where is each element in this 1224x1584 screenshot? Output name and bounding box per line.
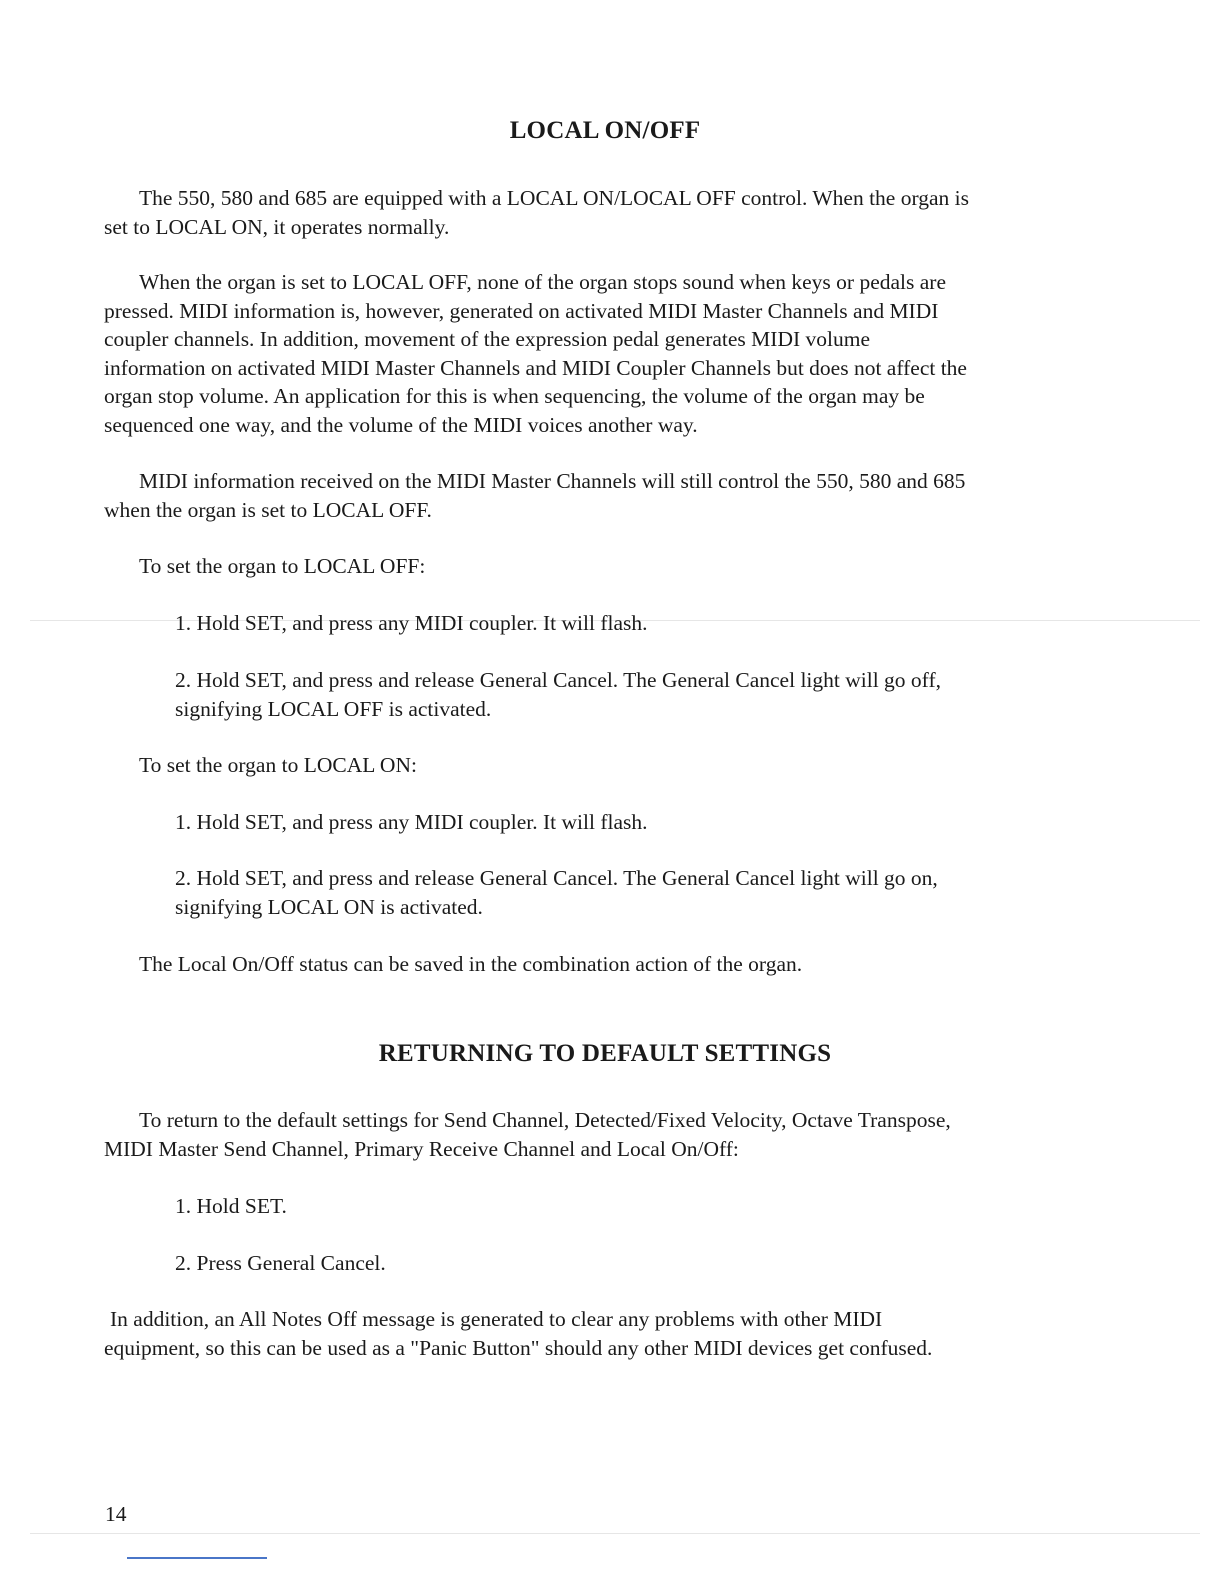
text-line: equipment, so this can be used as a "Panic Button" should any other MIDI devices get confused. xyxy=(104,1335,933,1360)
text-line: when the organ is set to LOCAL OFF. xyxy=(104,497,432,522)
defaults-step-2: 2. Press General Cancel. xyxy=(175,1251,386,1275)
defaults-step-1: 1. Hold SET. xyxy=(175,1194,287,1218)
set-local-on-step-1: 1. Hold SET, and press any MIDI coupler. It will flash. xyxy=(175,810,648,834)
scan-artifact-line xyxy=(30,1533,1200,1534)
text-line: coupler channels. In addition, movement of the expression pedal generates MIDI volume xyxy=(104,327,871,351)
text-line: The 550, 580 and 685 are equipped with a LOCAL ON/LOCAL OFF control. When the organ is xyxy=(139,186,969,210)
set-local-on-label: To set the organ to LOCAL ON: xyxy=(139,753,417,777)
midi-received-paragraph xyxy=(104,467,965,524)
set-local-off-step-1: 1. Hold SET, and press any MIDI coupler. It will flash. xyxy=(175,611,648,635)
text-line: sequenced one way, and the volume of the MIDI voices another way. xyxy=(104,412,698,437)
text-line: organ stop volume. An application for this is when sequencing, the volume of the organ may be xyxy=(104,384,925,408)
all-notes-off-paragraph xyxy=(104,1305,932,1362)
text-line: pressed. MIDI information is, however, generated on activated MIDI Master Channels and MIDI xyxy=(104,298,939,323)
defaults-intro-paragraph xyxy=(104,1106,951,1163)
bottom-edge-bar xyxy=(127,1557,267,1559)
text-line: MIDI information received on the MIDI Master Channels will still control the 550, 580 and 685 xyxy=(139,469,966,493)
text-line: signifying LOCAL OFF is activated. xyxy=(175,696,492,721)
page-number: 14 xyxy=(105,1502,127,1526)
set-local-on-step-2 xyxy=(175,864,938,921)
text-line: In addition, an All Notes Off message is generated to clear any problems with other MIDI xyxy=(110,1307,883,1331)
local-intro-paragraph xyxy=(104,184,969,241)
local-status-note: The Local On/Off status can be saved in the combination action of the organ. xyxy=(139,952,803,976)
text-line: 2. Hold SET, and press and release General Cancel. The General Cancel light will go on, xyxy=(175,866,938,890)
set-local-off-step-2 xyxy=(175,666,941,723)
section-heading-local-on-off: LOCAL ON/OFF xyxy=(509,117,701,144)
section-heading-default-settings: RETURNING TO DEFAULT SETTINGS xyxy=(378,1040,832,1067)
text-line: To return to the default settings for Send Channel, Detected/Fixed Velocity, Octave Transpose, xyxy=(139,1108,951,1132)
text-line: signifying LOCAL ON is activated. xyxy=(175,894,483,919)
text-line: MIDI Master Send Channel, Primary Receive Channel and Local On/Off: xyxy=(104,1136,739,1161)
text-line: set to LOCAL ON, it operates normally. xyxy=(104,214,450,239)
local-off-description-paragraph xyxy=(104,268,967,439)
text-line: 2. Hold SET, and press and release General Cancel. The General Cancel light will go off, xyxy=(175,668,941,692)
text-line: When the organ is set to LOCAL OFF, none of the organ stops sound when keys or pedals are xyxy=(139,270,946,294)
text-line: information on activated MIDI Master Channels and MIDI Coupler Channels but does not affect the xyxy=(104,355,967,380)
set-local-off-label: To set the organ to LOCAL OFF: xyxy=(139,554,426,578)
